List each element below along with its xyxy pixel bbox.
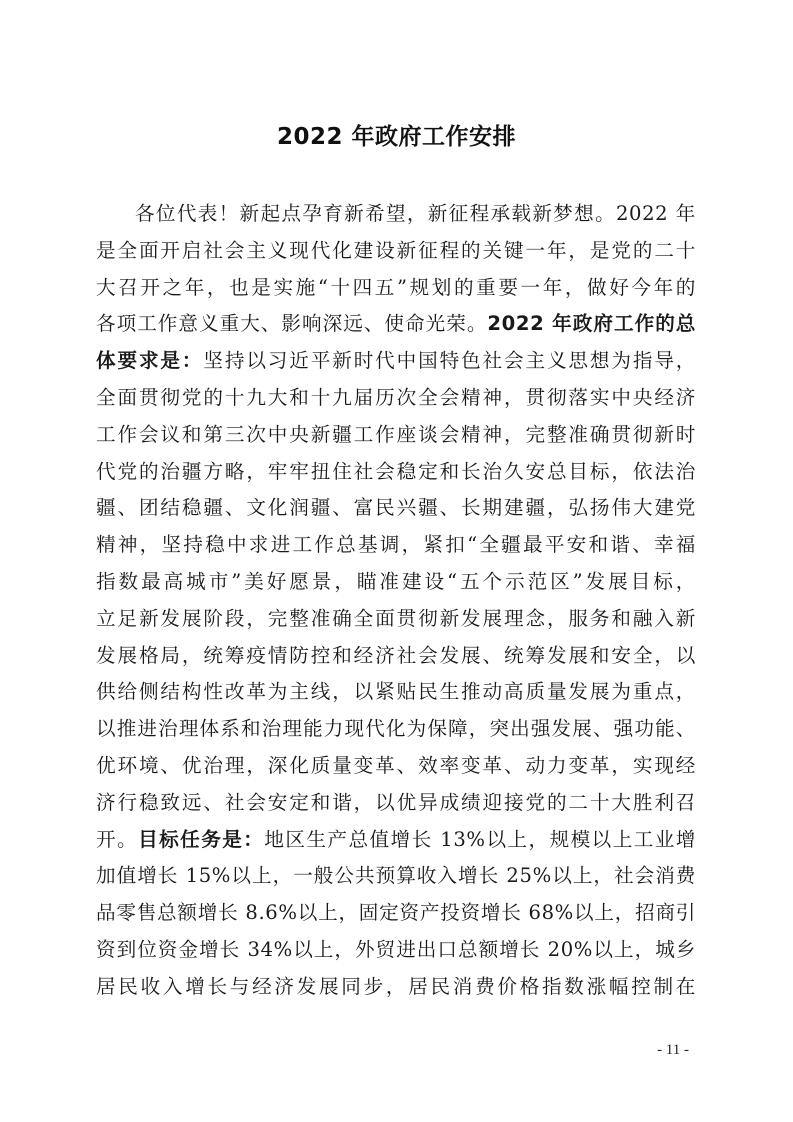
text-segment: 立足新发展阶段，完整准确全面贯彻新发展理念，服务和融入新 <box>96 606 696 630</box>
text-line <box>96 417 696 454</box>
text-line <box>96 564 696 601</box>
text-segment: 指数最高城市”美好愿景，瞄准建设“五个示范区”发展目标， <box>96 569 696 593</box>
text-line <box>96 490 696 527</box>
text-line <box>96 895 696 932</box>
text-segment: 开。 <box>96 827 139 851</box>
text-line <box>96 306 696 343</box>
text-line <box>96 454 696 491</box>
text-line <box>96 711 696 748</box>
text-segment: 地区生产总值增长 13%以上，规模以上工业增 <box>264 827 696 851</box>
text-segment: 各位代表！新起点孕育新希望，新征程承载新梦想。2022 年 <box>135 202 696 225</box>
text-line <box>96 822 696 859</box>
text-segment: 加值增长 15%以上，一般公共预算收入增长 25%以上，社会消费 <box>96 864 696 888</box>
text-line <box>96 638 696 675</box>
text-segment: 大召开之年，也是实施“十四五”规划的重要一年，做好今年的 <box>96 275 696 299</box>
page-number: - 11 - <box>657 1042 689 1058</box>
text-line <box>96 380 696 417</box>
text-line <box>96 527 696 564</box>
text-segment: 居民收入增长与经济发展同步，居民消费价格指数涨幅控制在 <box>96 974 696 998</box>
text-segment: 发展格局，统筹疫情防控和经济社会发展、统筹发展和安全，以 <box>96 643 696 667</box>
text-segment: 工作会议和第三次中央新疆工作座谈会精神，完整准确贯彻新时 <box>96 422 696 446</box>
text-line <box>96 858 696 895</box>
page-title: 2022 年政府工作安排 <box>276 124 517 150</box>
text-segment: 品零售总额增长 8.6%以上，固定资产投资增长 68%以上，招商引 <box>96 901 696 925</box>
text-segment: 济行稳致远、社会安定和谐，以优异成绩迎接党的二十大胜利召 <box>96 790 696 814</box>
text-line <box>96 343 696 380</box>
text-line <box>96 674 696 711</box>
text-segment: 全面贯彻党的十九大和十九届历次全会精神，贯彻落实中央经济 <box>96 385 696 409</box>
text-segment: 以推进治理体系和治理能力现代化为保障，突出强发展、强功能、 <box>96 717 696 741</box>
text-segment: 代党的治疆方略，牢牢扭住社会稳定和长治久安总目标，依法治 <box>96 459 696 483</box>
text-line <box>96 601 696 638</box>
text-segment: 优环境、优治理，深化质量变革、效率变革、动力变革，实现经 <box>96 753 696 777</box>
text-line <box>96 233 696 270</box>
text-segment: 资到位资金增长 34%以上，外贸进出口总额增长 20%以上，城乡 <box>96 937 696 961</box>
text-segment: 各项工作意义重大、影响深远、使命光荣。 <box>96 312 488 336</box>
text-segment: 供给侧结构性改革为主线，以紧贴民生推动高质量发展为重点， <box>96 680 696 704</box>
text-line <box>96 196 696 233</box>
text-line <box>96 932 696 969</box>
text-line <box>96 785 696 822</box>
text-line <box>96 969 696 1006</box>
text-line <box>96 748 696 785</box>
text-line <box>96 270 696 307</box>
bold-text-segment: 体要求是： <box>96 349 204 373</box>
text-segment: 疆、团结稳疆、文化润疆、富民兴疆、长期建疆，弘扬伟大建党 <box>96 496 696 520</box>
bold-text-segment: 2022 年政府工作的总 <box>487 312 696 336</box>
bold-text-segment: 目标任务是： <box>138 827 265 851</box>
body-paragraph <box>96 196 696 1006</box>
text-segment: 是全面开启社会主义现代化建设新征程的关键一年，是党的二十 <box>96 238 696 262</box>
text-segment: 精神，坚持稳中求进工作总基调，紧扣“全疆最平安和谐、幸福 <box>96 533 696 557</box>
text-segment: 坚持以习近平新时代中国特色社会主义思想为指导， <box>203 349 696 373</box>
